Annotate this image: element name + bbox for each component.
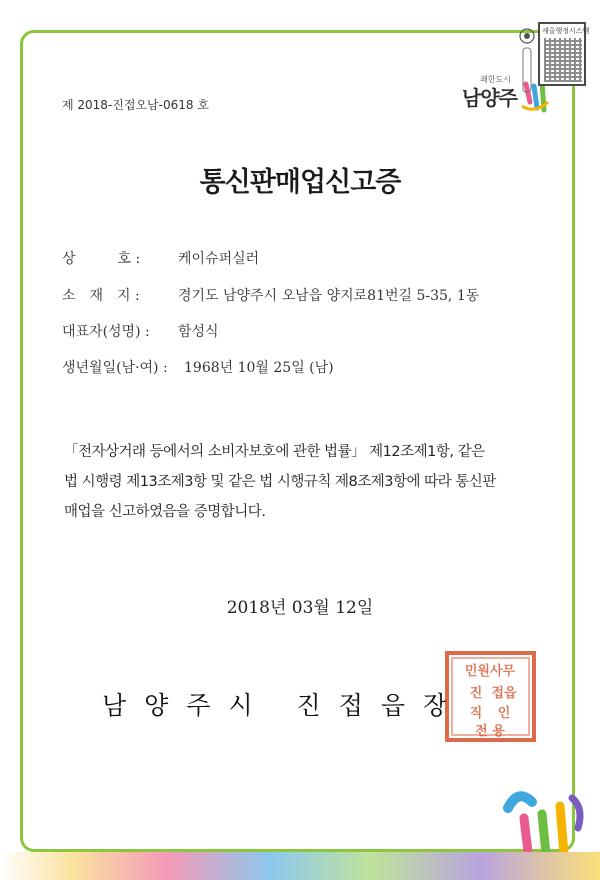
field-address xyxy=(62,285,480,305)
city-logo xyxy=(460,68,550,116)
verification-seal-icon xyxy=(518,26,536,96)
field-label: 대표자(성명) : xyxy=(62,324,150,340)
certification-statement xyxy=(64,437,544,527)
statement-line: 매업을 신고하였음을 증명합니다. xyxy=(64,504,266,520)
svg-text:전 용: 전 용 xyxy=(475,724,505,739)
field-value: 1968년 10월 25일 (남) xyxy=(184,360,334,376)
city-slogan: 쾌한도시 xyxy=(480,75,511,84)
svg-text:인: 인 xyxy=(497,706,511,721)
field-label: 소 재 지 : xyxy=(62,288,140,304)
city-name: 남양주 xyxy=(462,86,517,110)
svg-text:접읍: 접읍 xyxy=(491,686,517,701)
field-label: 상 호 : xyxy=(62,251,141,267)
statement-line: 「전자상거래 등에서의 소비자보호에 관한 법률」 제12조제1항, 같은 xyxy=(64,444,485,460)
document-title: 통신판매업신고증 xyxy=(199,167,401,198)
certificate-number: 제 2018-진접오남-0618 호 xyxy=(62,98,209,112)
svg-text:진: 진 xyxy=(469,686,483,701)
statement-line: 법 시행령 제13조제3항 및 같은 법 시행규칙 제8조제3항에 따라 통신판 xyxy=(64,474,496,490)
qr-code xyxy=(538,22,590,86)
svg-text:직: 직 xyxy=(469,706,483,721)
qr-pattern xyxy=(544,38,582,82)
field-value: 함성식 xyxy=(178,324,219,340)
footer-color-bar xyxy=(0,852,600,880)
official-seal-stamp xyxy=(443,649,538,744)
svg-text:민원사무: 민원사무 xyxy=(464,664,516,679)
field-business-name xyxy=(62,248,260,268)
issuer-name: 남양주시 진접읍장 xyxy=(102,691,466,720)
field-birthdate xyxy=(62,357,334,377)
verification-label: 새올행정시스템 xyxy=(542,27,590,35)
city-emblem-art xyxy=(498,788,588,858)
field-value: 경기도 남양주시 오남읍 양지로81번길 5-35, 1동 xyxy=(178,288,480,304)
issue-date: 2018년 03월 12일 xyxy=(226,598,374,618)
field-value: 케이슈퍼실러 xyxy=(178,251,260,267)
field-representative xyxy=(62,321,219,341)
field-label: 생년월일(남·여) : xyxy=(62,360,168,376)
